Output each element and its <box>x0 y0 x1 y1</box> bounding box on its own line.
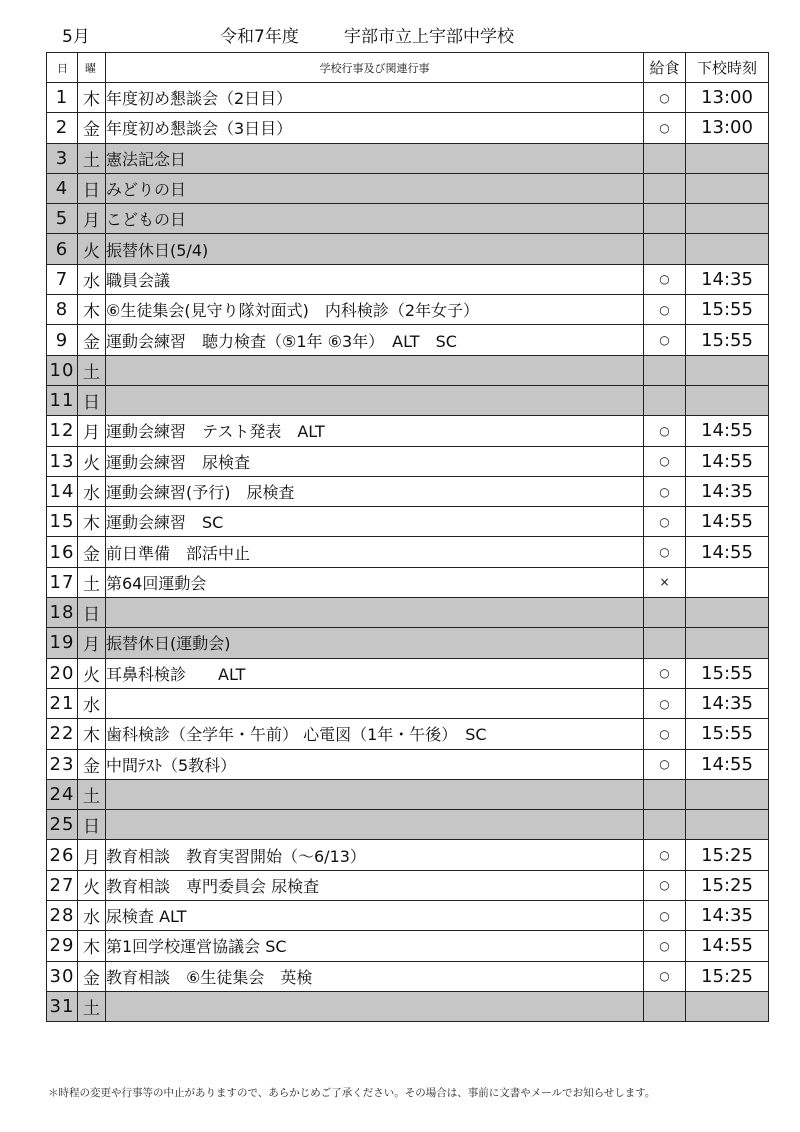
dismissal-time-cell <box>686 810 769 840</box>
table-row <box>47 810 769 840</box>
dismissal-time-cell: 14:55 <box>686 749 769 779</box>
event-cell: 振替休日(5/4) <box>106 234 644 264</box>
weekday-cell: 土 <box>78 991 106 1021</box>
event-cell: 歯科検診（全学年・午前） 心電図（1年・午後） SC <box>106 719 644 749</box>
table-row <box>47 113 769 143</box>
lunch-cell: ○ <box>644 749 686 779</box>
day-cell: 2 <box>47 113 78 143</box>
table-row <box>47 234 769 264</box>
table-row <box>47 446 769 476</box>
lunch-cell: ○ <box>644 658 686 688</box>
column-header-dismissal: 下校時刻 <box>686 53 769 83</box>
event-cell <box>106 385 644 415</box>
school-name: 宇部市立上宇部中学校 <box>344 27 514 47</box>
weekday-cell: 火 <box>78 446 106 476</box>
lunch-cell: ○ <box>644 961 686 991</box>
table-row <box>47 83 769 113</box>
weekday-cell: 日 <box>78 385 106 415</box>
table-row <box>47 567 769 597</box>
dismissal-time-cell: 14:55 <box>686 507 769 537</box>
dismissal-time-cell: 14:35 <box>686 264 769 294</box>
day-cell: 7 <box>47 264 78 294</box>
column-header-events: 学校行事及び関連行事 <box>106 53 644 83</box>
event-cell: 職員会議 <box>106 264 644 294</box>
day-cell: 30 <box>47 961 78 991</box>
lunch-cell: × <box>644 567 686 597</box>
dismissal-time-cell: 13:00 <box>686 83 769 113</box>
event-cell <box>106 355 644 385</box>
lunch-cell: ○ <box>644 295 686 325</box>
event-cell: 前日準備 部活中止 <box>106 537 644 567</box>
dismissal-time-cell: 14:55 <box>686 931 769 961</box>
day-cell: 16 <box>47 537 78 567</box>
event-cell: 運動会練習 聴力検査（⑤1年 ⑥3年） ALT SC <box>106 325 644 355</box>
dismissal-time-cell: 13:00 <box>686 113 769 143</box>
day-cell: 17 <box>47 567 78 597</box>
weekday-cell: 水 <box>78 264 106 294</box>
table-row <box>47 204 769 234</box>
lunch-cell: ○ <box>644 870 686 900</box>
weekday-cell: 金 <box>78 961 106 991</box>
weekday-cell: 火 <box>78 234 106 264</box>
weekday-cell: 月 <box>78 416 106 446</box>
table-row <box>47 537 769 567</box>
table-row <box>47 628 769 658</box>
event-cell: 第64回運動会 <box>106 567 644 597</box>
day-cell: 20 <box>47 658 78 688</box>
lunch-cell <box>644 810 686 840</box>
dismissal-time-cell <box>686 991 769 1021</box>
day-cell: 25 <box>47 810 78 840</box>
weekday-cell: 金 <box>78 749 106 779</box>
dismissal-time-cell: 15:55 <box>686 658 769 688</box>
day-cell: 22 <box>47 719 78 749</box>
weekday-cell: 水 <box>78 901 106 931</box>
dismissal-time-cell <box>686 355 769 385</box>
weekday-cell: 日 <box>78 598 106 628</box>
weekday-cell: 火 <box>78 658 106 688</box>
day-cell: 21 <box>47 688 78 718</box>
lunch-cell <box>644 204 686 234</box>
event-cell: 憲法記念日 <box>106 143 644 173</box>
day-cell: 26 <box>47 840 78 870</box>
event-cell <box>106 598 644 628</box>
table-row <box>47 719 769 749</box>
table-row <box>47 598 769 628</box>
lunch-cell: ○ <box>644 113 686 143</box>
dismissal-time-cell: 15:55 <box>686 325 769 355</box>
weekday-cell: 土 <box>78 355 106 385</box>
day-cell: 13 <box>47 446 78 476</box>
weekday-cell: 土 <box>78 143 106 173</box>
event-cell: ⑥生徒集会(見守り隊対面式) 内科検診（2年女子） <box>106 295 644 325</box>
day-cell: 28 <box>47 901 78 931</box>
lunch-cell: ○ <box>644 264 686 294</box>
lunch-cell: ○ <box>644 83 686 113</box>
event-cell <box>106 991 644 1021</box>
table-row <box>47 840 769 870</box>
table-row <box>47 870 769 900</box>
table-row <box>47 476 769 506</box>
event-cell: 教育相談 ⑥生徒集会 英検 <box>106 961 644 991</box>
lunch-cell: ○ <box>644 688 686 718</box>
day-cell: 9 <box>47 325 78 355</box>
lunch-cell: ○ <box>644 840 686 870</box>
column-header-day: 日 <box>47 53 78 83</box>
day-cell: 12 <box>47 416 78 446</box>
day-cell: 31 <box>47 991 78 1021</box>
event-cell <box>106 779 644 809</box>
month-label: 5月 <box>62 27 90 47</box>
dismissal-time-cell: 15:25 <box>686 961 769 991</box>
table-row <box>47 264 769 294</box>
weekday-cell: 水 <box>78 688 106 718</box>
dismissal-time-cell <box>686 598 769 628</box>
day-cell: 29 <box>47 931 78 961</box>
table-row <box>47 355 769 385</box>
dismissal-time-cell: 15:25 <box>686 870 769 900</box>
lunch-cell <box>644 173 686 203</box>
dismissal-time-cell: 15:55 <box>686 295 769 325</box>
day-cell: 1 <box>47 83 78 113</box>
lunch-cell: ○ <box>644 507 686 537</box>
table-row <box>47 325 769 355</box>
table-row <box>47 991 769 1021</box>
dismissal-time-cell <box>686 234 769 264</box>
event-cell: 運動会練習 SC <box>106 507 644 537</box>
lunch-cell <box>644 779 686 809</box>
lunch-cell <box>644 991 686 1021</box>
dismissal-time-cell: 14:55 <box>686 537 769 567</box>
day-cell: 19 <box>47 628 78 658</box>
day-cell: 24 <box>47 779 78 809</box>
weekday-cell: 日 <box>78 810 106 840</box>
weekday-cell: 木 <box>78 931 106 961</box>
lunch-cell: ○ <box>644 537 686 567</box>
day-cell: 14 <box>47 476 78 506</box>
event-cell <box>106 688 644 718</box>
column-header-lunch: 給食 <box>644 53 686 83</box>
dismissal-time-cell <box>686 143 769 173</box>
day-cell: 27 <box>47 870 78 900</box>
weekday-cell: 月 <box>78 840 106 870</box>
event-cell: 年度初め懇談会（3日目） <box>106 113 644 143</box>
weekday-cell: 金 <box>78 537 106 567</box>
dismissal-time-cell: 15:55 <box>686 719 769 749</box>
weekday-cell: 月 <box>78 204 106 234</box>
event-cell: 第1回学校運営協議会 SC <box>106 931 644 961</box>
event-cell: 運動会練習(予行) 尿検査 <box>106 476 644 506</box>
table-row <box>47 143 769 173</box>
weekday-cell: 木 <box>78 83 106 113</box>
dismissal-time-cell <box>686 567 769 597</box>
lunch-cell: ○ <box>644 476 686 506</box>
day-cell: 10 <box>47 355 78 385</box>
event-cell: 教育相談 教育実習開始（～6/13） <box>106 840 644 870</box>
event-cell: 尿検査 ALT <box>106 901 644 931</box>
table-row <box>47 779 769 809</box>
lunch-cell: ○ <box>644 416 686 446</box>
lunch-cell <box>644 234 686 264</box>
table-row <box>47 688 769 718</box>
weekday-cell: 火 <box>78 870 106 900</box>
era-year-label: 令和7年度 <box>220 27 299 47</box>
schedule-table <box>46 52 769 1022</box>
event-cell: 振替休日(運動会) <box>106 628 644 658</box>
day-cell: 3 <box>47 143 78 173</box>
table-row <box>47 658 769 688</box>
event-cell: 運動会練習 テスト発表 ALT <box>106 416 644 446</box>
dismissal-time-cell <box>686 204 769 234</box>
lunch-cell <box>644 598 686 628</box>
table-row <box>47 931 769 961</box>
schedule-body <box>47 83 769 1022</box>
lunch-cell: ○ <box>644 901 686 931</box>
lunch-cell: ○ <box>644 446 686 476</box>
event-cell: 耳鼻科検診 ALT <box>106 658 644 688</box>
table-row <box>47 507 769 537</box>
lunch-cell <box>644 628 686 658</box>
weekday-cell: 木 <box>78 719 106 749</box>
day-cell: 5 <box>47 204 78 234</box>
weekday-cell: 木 <box>78 507 106 537</box>
event-cell: こどもの日 <box>106 204 644 234</box>
event-cell: みどりの日 <box>106 173 644 203</box>
event-cell: 教育相談 専門委員会 尿検査 <box>106 870 644 900</box>
column-header-weekday: 曜 <box>78 53 106 83</box>
day-cell: 15 <box>47 507 78 537</box>
weekday-cell: 土 <box>78 567 106 597</box>
table-row <box>47 416 769 446</box>
dismissal-time-cell <box>686 628 769 658</box>
footnote: ＊時程の変更や行事等の中止がありますので、あらかじめご了承ください。その場合は、事前に文書やメールでお知らせします。 <box>48 1087 656 1099</box>
dismissal-time-cell <box>686 385 769 415</box>
weekday-cell: 金 <box>78 325 106 355</box>
lunch-cell: ○ <box>644 719 686 749</box>
weekday-cell: 土 <box>78 779 106 809</box>
weekday-cell: 金 <box>78 113 106 143</box>
lunch-cell <box>644 355 686 385</box>
event-cell <box>106 810 644 840</box>
day-cell: 4 <box>47 173 78 203</box>
table-row <box>47 961 769 991</box>
event-cell: 年度初め懇談会（2日目） <box>106 83 644 113</box>
table-row <box>47 901 769 931</box>
dismissal-time-cell: 14:55 <box>686 446 769 476</box>
day-cell: 8 <box>47 295 78 325</box>
lunch-cell <box>644 385 686 415</box>
lunch-cell: ○ <box>644 931 686 961</box>
dismissal-time-cell: 14:35 <box>686 476 769 506</box>
day-cell: 6 <box>47 234 78 264</box>
weekday-cell: 水 <box>78 476 106 506</box>
table-row <box>47 749 769 779</box>
weekday-cell: 木 <box>78 295 106 325</box>
dismissal-time-cell: 15:25 <box>686 840 769 870</box>
dismissal-time-cell <box>686 779 769 809</box>
page-header <box>0 22 800 48</box>
day-cell: 11 <box>47 385 78 415</box>
table-row <box>47 173 769 203</box>
dismissal-time-cell <box>686 173 769 203</box>
table-row <box>47 295 769 325</box>
header-row <box>47 53 769 83</box>
event-cell: 運動会練習 尿検査 <box>106 446 644 476</box>
lunch-cell: ○ <box>644 325 686 355</box>
day-cell: 18 <box>47 598 78 628</box>
lunch-cell <box>644 143 686 173</box>
dismissal-time-cell: 14:35 <box>686 688 769 718</box>
table-row <box>47 385 769 415</box>
weekday-cell: 月 <box>78 628 106 658</box>
weekday-cell: 日 <box>78 173 106 203</box>
dismissal-time-cell: 14:35 <box>686 901 769 931</box>
dismissal-time-cell: 14:55 <box>686 416 769 446</box>
event-cell: 中間ﾃｽﾄ（5教科） <box>106 749 644 779</box>
day-cell: 23 <box>47 749 78 779</box>
